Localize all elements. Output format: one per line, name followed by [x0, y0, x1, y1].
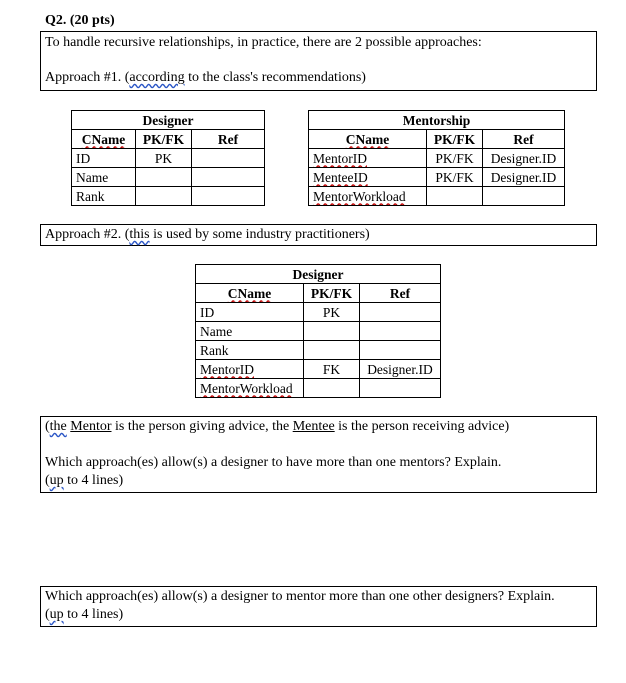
approach2-word: this — [129, 227, 150, 242]
approach1-mentorship-table — [308, 110, 565, 206]
cell-ref — [360, 322, 441, 341]
col-header-cname: CName — [196, 284, 304, 303]
col-header-pkfk: PK/FK — [304, 284, 360, 303]
approach2-prefix: Approach #2. ( — [45, 227, 130, 242]
col-header-cname: CName — [309, 130, 427, 149]
cell-pkfk: FK — [304, 360, 360, 379]
cell-cname: Rank — [196, 341, 304, 360]
cell-cname: ID — [72, 149, 136, 168]
cell-pkfk: PK — [304, 303, 360, 322]
limit-word: up — [49, 607, 64, 622]
table-row — [72, 187, 265, 206]
cell-cname: Name — [72, 168, 136, 187]
cell-ref — [192, 187, 265, 206]
approach2-label — [45, 227, 370, 243]
approach1-prefix: Approach #1. ( — [45, 70, 130, 85]
cell-pkfk: PK/FK — [427, 149, 483, 168]
cell-ref: Designer.ID — [483, 168, 565, 187]
table-row — [309, 168, 565, 187]
note-mentee: Mentee — [292, 419, 335, 434]
cell-ref — [360, 341, 441, 360]
cell-cname: MentorID — [309, 149, 427, 168]
question-a-limit: (up to 4 lines) — [45, 473, 124, 488]
cell-ref — [192, 168, 265, 187]
table-row — [309, 149, 565, 168]
col-header-ref: Ref — [192, 130, 265, 149]
question-b-text: Which approach(es) allow(s) a designer to mentor more than one other designers? Explain. — [45, 589, 555, 604]
table-caption: Designer — [72, 111, 265, 130]
cell-pkfk: PK/FK — [427, 168, 483, 187]
cell-pkfk — [427, 187, 483, 206]
cell-cname: Rank — [72, 187, 136, 206]
cell-pkfk — [304, 341, 360, 360]
col-header-pkfk: PK/FK — [427, 130, 483, 149]
limit-word: up — [49, 473, 64, 488]
cell-pkfk — [304, 322, 360, 341]
table-row — [196, 303, 441, 322]
cell-pkfk — [136, 187, 192, 206]
table-caption: Designer — [196, 265, 441, 284]
cell-cname: MenteeID — [309, 168, 427, 187]
intro-line: To handle recursive relationships, in practice, there are 2 possible approaches: — [45, 35, 482, 50]
table-row — [196, 379, 441, 398]
note-mentor: Mentor — [70, 419, 112, 434]
mentor-note: (the Mentor is the person giving advice, the Mentee is the person receiving advice) — [45, 419, 510, 434]
approach2-suffix: is used by some industry practitioners) — [149, 227, 370, 242]
cell-cname: MentorID — [196, 360, 304, 379]
cell-cname: Name — [196, 322, 304, 341]
question-b-limit: (up to 4 lines) — [45, 607, 124, 622]
approach1-suffix: to the class's recommendations) — [184, 70, 366, 85]
question-a-text: Which approach(es) allow(s) a designer to have more than one mentors? Explain. — [45, 455, 502, 470]
question-a-box — [40, 416, 597, 493]
intro-box — [40, 31, 597, 91]
note-the: the — [49, 419, 67, 434]
cell-ref: Designer.ID — [483, 149, 565, 168]
table-caption: Mentorship — [309, 111, 565, 130]
question-b-box — [40, 586, 597, 627]
cell-ref — [483, 187, 565, 206]
table-row — [309, 187, 565, 206]
col-header-pkfk: PK/FK — [136, 130, 192, 149]
table-row — [196, 341, 441, 360]
cell-pkfk — [304, 379, 360, 398]
approach1-designer-table — [71, 110, 265, 206]
cell-pkfk: PK — [136, 149, 192, 168]
col-header-ref: Ref — [483, 130, 565, 149]
cell-ref — [360, 303, 441, 322]
table-row — [196, 360, 441, 379]
approach2-box — [40, 224, 597, 246]
cell-ref: Designer.ID — [360, 360, 441, 379]
cell-ref — [360, 379, 441, 398]
approach1-label — [45, 70, 366, 86]
approach2-designer-table — [195, 264, 441, 398]
table-row — [196, 322, 441, 341]
cell-cname: MentorWorkload — [309, 187, 427, 206]
cell-pkfk — [136, 168, 192, 187]
cell-ref — [192, 149, 265, 168]
col-header-ref: Ref — [360, 284, 441, 303]
table-row — [72, 149, 265, 168]
table-row — [72, 168, 265, 187]
question-title: Q2. (20 pts) — [45, 13, 115, 28]
approach1-word: according — [129, 70, 185, 85]
cell-cname: ID — [196, 303, 304, 322]
cell-cname: MentorWorkload — [196, 379, 304, 398]
col-header-cname: CName — [72, 130, 136, 149]
